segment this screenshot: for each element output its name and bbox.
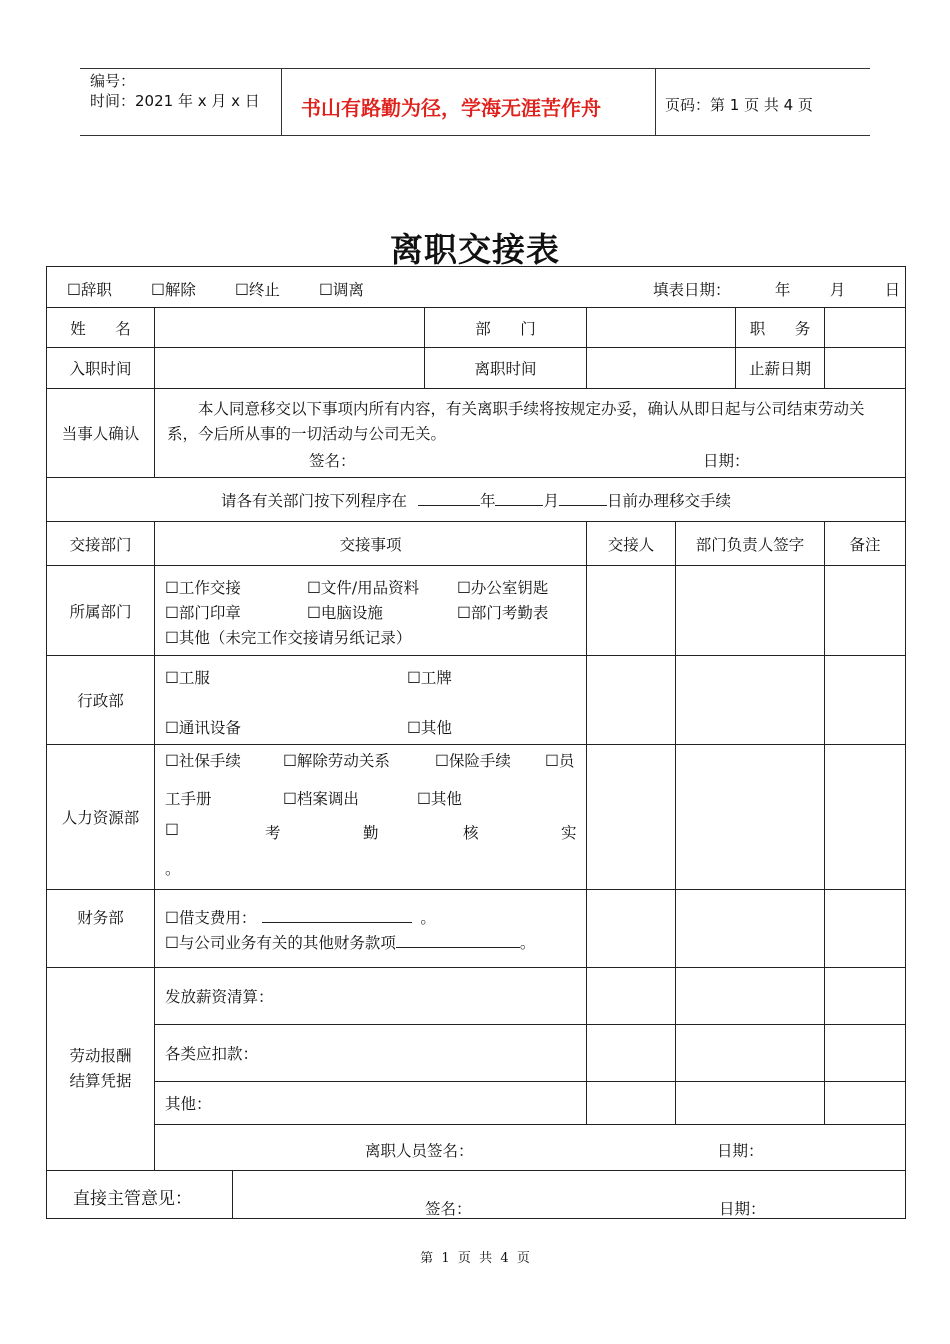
item-uniform[interactable]: ☐工服 <box>165 669 210 687</box>
admin-remark-cell[interactable] <box>825 656 906 745</box>
section-admin-row <box>47 656 906 745</box>
handover-form <box>46 266 906 1219</box>
motto-text: 书山有路勤为径，学海无涯苦作舟 <box>301 96 601 120</box>
instruction-year-blank[interactable] <box>418 489 480 506</box>
pay-row-1 <box>47 968 906 1025</box>
item-attendance-char-1: 考 <box>265 824 281 842</box>
col-items-header: 交接事项 <box>155 522 587 566</box>
join-date-label: 入职时间 <box>47 348 155 389</box>
section-admin-label: 行政部 <box>47 656 155 745</box>
instruction-row <box>47 478 906 522</box>
dept-label: 部 门 <box>425 308 587 348</box>
col-handler-header: 交接人 <box>587 522 676 566</box>
supervisor-label: 直接主管意见： <box>73 1189 192 1209</box>
confirm-label: 当事人确认 <box>47 389 155 478</box>
confirm-statement: 本人同意移交以下事项内所有内容，有关离职手续将按规定办妥，确认从即日起与公司结束劳动关系，今后所从事的一切活动与公司无关。 <box>167 400 865 443</box>
admin-head-sign-cell[interactable] <box>676 656 825 745</box>
section-finance-label: 财务部 <box>47 890 155 968</box>
instruction-month: 月 <box>543 491 559 510</box>
item-hr-other[interactable]: ☐其他 <box>417 790 462 808</box>
item-dept-other[interactable]: ☐其他（未完工作交接请另纸记录） <box>165 629 412 647</box>
item-other-finance-period: 。 <box>519 934 536 952</box>
instruction-suffix: 日前办理移交手续 <box>606 491 731 510</box>
pay-other-head[interactable] <box>676 1082 825 1125</box>
position-label: 职 务 <box>736 308 825 348</box>
item-loan-label: ☐借支费用： <box>165 909 257 927</box>
header-divider-left <box>281 68 282 136</box>
section-dept-label: 所属部门 <box>47 566 155 656</box>
item-attendance-char-3: 核 <box>463 824 479 842</box>
instruction-cell <box>47 478 906 522</box>
item-admin-other[interactable]: ☐其他 <box>407 719 452 737</box>
section-hr-row <box>47 745 906 890</box>
item-file-transfer[interactable]: ☐档案调出 <box>283 790 359 808</box>
type-resign-checkbox[interactable]: ☐辞职 <box>67 281 112 299</box>
page-info: 页码：第 1 页 共 4 页 <box>665 96 813 114</box>
pay-other-handler[interactable] <box>587 1082 676 1125</box>
supervisor-row <box>47 1171 906 1219</box>
pay-other: 其他： <box>155 1082 587 1125</box>
supervisor-date: 日期： <box>719 1200 766 1218</box>
section-pay-label-2: 结算凭据 <box>69 1072 132 1090</box>
dates-row <box>47 348 906 389</box>
item-employee-handbook-b: 工手册 <box>165 790 212 808</box>
item-terminate-contract[interactable]: ☐解除劳动关系 <box>283 752 390 770</box>
pay-deductions-head[interactable] <box>676 1025 825 1082</box>
section-hr-label: 人力资源部 <box>47 745 155 890</box>
pay-stop-label: 止薪日期 <box>736 348 825 389</box>
item-work-handover[interactable]: ☐工作交接 <box>165 579 241 597</box>
type-row <box>47 267 906 308</box>
confirm-date-label: 日期： <box>703 452 750 470</box>
item-attendance-char-2: 勤 <box>363 824 379 842</box>
finance-remark-cell[interactable] <box>825 890 906 968</box>
doc-time-label: 时间：2021 年 x 月 x 日 <box>90 92 260 110</box>
item-employee-handbook-a[interactable]: ☐员 <box>545 752 575 770</box>
header-bottom-rule <box>80 135 870 136</box>
section-pay-label-1: 劳动报酬 <box>69 1047 132 1065</box>
pay-salary-settlement: 发放薪资清算： <box>155 968 587 1025</box>
basic-info-row <box>47 308 906 348</box>
pay-salary-handler[interactable] <box>587 968 676 1025</box>
pay-row-2 <box>47 1025 906 1082</box>
finance-head-sign-cell[interactable] <box>676 890 825 968</box>
pay-deductions-remark[interactable] <box>825 1025 906 1082</box>
admin-handler-cell[interactable] <box>587 656 676 745</box>
item-computer[interactable]: ☐电脑设施 <box>307 604 383 622</box>
hr-remark-cell[interactable] <box>825 745 906 890</box>
pay-stop-field[interactable] <box>825 348 906 389</box>
instruction-day-blank[interactable] <box>559 489 607 506</box>
col-head-sign-header: 部门负责人签字 <box>676 522 825 566</box>
type-transfer-checkbox[interactable]: ☐调离 <box>319 281 364 299</box>
dept-handler-cell[interactable] <box>587 566 676 656</box>
pay-salary-head[interactable] <box>676 968 825 1025</box>
item-social-security[interactable]: ☐社保手续 <box>165 752 241 770</box>
confirm-row <box>47 389 906 478</box>
item-insurance[interactable]: ☐保险手续 <box>435 752 511 770</box>
hr-head-sign-cell[interactable] <box>676 745 825 890</box>
type-terminate-checkbox[interactable]: ☐终止 <box>235 281 280 299</box>
type-dismiss-checkbox[interactable]: ☐解除 <box>151 281 196 299</box>
item-badge[interactable]: ☐工牌 <box>407 669 452 687</box>
supervisor-divider <box>232 1171 233 1219</box>
item-comm-device[interactable]: ☐通讯设备 <box>165 719 241 737</box>
item-other-finance-label: ☐与公司业务有关的其他财务款项 <box>165 934 396 952</box>
item-attendance-period: 。 <box>165 860 181 878</box>
section-finance-row <box>47 890 906 968</box>
fill-date-label: 填表日期： 年 月 日 <box>653 281 901 299</box>
name-label: 姓 名 <box>47 308 155 348</box>
pay-deductions: 各类应扣款： <box>155 1025 587 1082</box>
dept-remark-cell[interactable] <box>825 566 906 656</box>
doc-number-label: 编号： <box>90 72 136 90</box>
item-office-keys[interactable]: ☐办公室钥匙 <box>457 579 549 597</box>
pay-deductions-handler[interactable] <box>587 1025 676 1082</box>
item-attendance-sheet[interactable]: ☐部门考勤表 <box>457 604 549 622</box>
confirm-sign-label: 签名： <box>309 452 356 470</box>
item-documents[interactable]: ☐文件/用品资料 <box>307 579 420 597</box>
item-loan[interactable] <box>165 906 436 928</box>
pay-other-remark[interactable] <box>825 1082 906 1125</box>
header-divider-right <box>655 68 656 136</box>
supervisor-sign: 签名： <box>425 1200 472 1218</box>
section-pay-label <box>47 968 155 1171</box>
page-title: 离职交接表 <box>390 230 560 269</box>
item-dept-seal[interactable]: ☐部门印章 <box>165 604 241 622</box>
hr-handler-cell[interactable] <box>587 745 676 890</box>
instruction-prefix: 请各有关部门按下列程序在 <box>221 491 408 510</box>
item-other-finance-blank[interactable] <box>396 931 520 948</box>
pay-sign-date: 日期： <box>717 1142 764 1160</box>
position-field[interactable] <box>825 308 906 348</box>
name-field[interactable] <box>155 308 425 348</box>
instruction-year: 年 <box>479 491 496 510</box>
item-loan-blank[interactable] <box>262 906 412 923</box>
section-dept-row <box>47 566 906 656</box>
item-attendance-char-4: 实 <box>561 824 577 842</box>
dept-head-sign-cell[interactable] <box>676 566 825 656</box>
leave-date-label: 离职时间 <box>425 348 587 389</box>
page-footer: 第 1 页 共 4 页 <box>420 1251 530 1266</box>
col-remark-header: 备注 <box>825 522 906 566</box>
col-dept-header: 交接部门 <box>47 522 155 566</box>
item-loan-period: 。 <box>420 909 436 927</box>
pay-salary-remark[interactable] <box>825 968 906 1025</box>
item-other-finance[interactable] <box>165 931 535 953</box>
pay-sign-row <box>47 1125 906 1171</box>
finance-handler-cell[interactable] <box>587 890 676 968</box>
columns-row <box>47 522 906 566</box>
header-top-rule <box>80 68 870 69</box>
leave-date-field[interactable] <box>587 348 736 389</box>
item-attendance-check-box[interactable]: ☐ <box>165 821 179 839</box>
pay-employee-sign: 离职人员签名： <box>365 1142 474 1160</box>
pay-row-3 <box>47 1082 906 1125</box>
instruction-month-blank[interactable] <box>495 489 543 506</box>
dept-field[interactable] <box>587 308 736 348</box>
join-date-field[interactable] <box>155 348 425 389</box>
